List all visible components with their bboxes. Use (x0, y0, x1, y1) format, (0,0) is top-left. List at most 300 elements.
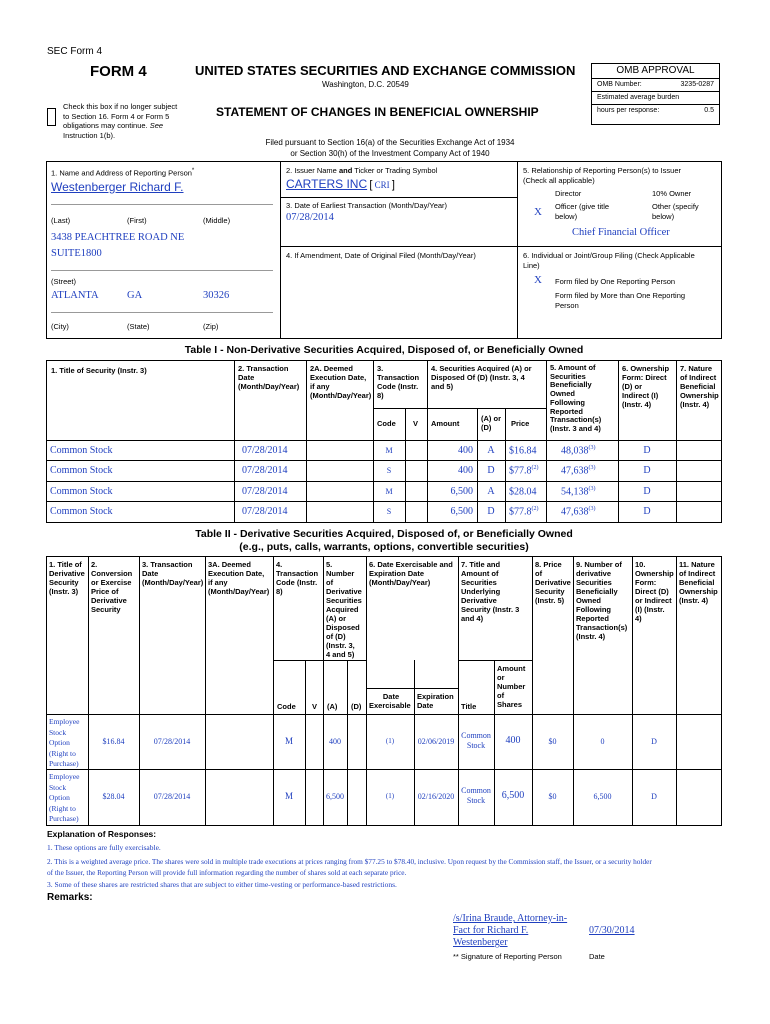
t1-sub-code: Code (377, 419, 396, 428)
t2-h11-1: of Indirect (679, 569, 716, 578)
other-label (652, 202, 699, 222)
zip-value: 30326 (203, 290, 230, 301)
t2-h3-0: 3. Transaction (142, 560, 193, 569)
t1-h4-1: Disposed Of (D) (Instr. 3, 4 (431, 373, 525, 382)
t1-h4-0: 4. Securities Acquired (A) or (431, 364, 532, 373)
t1-h5 (550, 364, 601, 434)
t2-r1-title-0: Employee (49, 772, 80, 781)
t1-r3-ad: D (487, 506, 495, 517)
t1-h2a (310, 364, 371, 400)
one-person-label: Form filed by One Reporting Person (555, 277, 676, 286)
t2-h9-5: Following (576, 605, 611, 614)
t1-h4 (431, 364, 532, 391)
table2-title-1: Table II - Derivative Securities Acquired, Disposed of, or Beneficially Owned (195, 528, 573, 540)
t1-r3-amount: 6,500 (450, 506, 473, 517)
table2-title (46, 528, 722, 554)
middle-label: (Middle) (203, 216, 231, 225)
t2-r1-amount: 6,500 (501, 790, 525, 801)
t1-r3-code: S (386, 507, 392, 516)
t2-h5-7: Disposed (326, 623, 360, 632)
t1-h3 (377, 364, 419, 400)
t2-r1-title (49, 772, 79, 825)
t2-h7-5: Security (Instr. 3 (461, 605, 520, 614)
t2-h2-5: Security (91, 605, 121, 614)
t1-r3-owned-fn: (3) (588, 506, 596, 512)
t2-r0-title (49, 717, 79, 770)
t1-h2-2: (Month/Day/Year) (238, 382, 300, 391)
t2-r0-st-1: Stock (466, 741, 486, 750)
t2-h10-1: Ownership (635, 569, 674, 578)
t2-sub-date-exercisable (369, 692, 413, 710)
t2-h11-0: 11. Nature (679, 560, 715, 569)
t1-r1-form: D (643, 465, 651, 476)
t1-r0-owned-fn: (3) (588, 445, 596, 451)
box6-label (523, 251, 695, 271)
t1-h3-3: 8) (377, 391, 384, 400)
table1-title: Table I - Non-Derivative Securities Acquired, Disposed of, or Beneficially Owned (184, 344, 584, 356)
t1-r1-price-val: $77.8 (509, 465, 532, 477)
t2-h5-5: Acquired (326, 605, 359, 614)
t1-r2-ad: A (487, 486, 495, 497)
t1-r2-price-val: $28.04 (509, 486, 537, 498)
t2-h5-1: Number (326, 569, 355, 578)
t1-r3-title: Common Stock (50, 506, 113, 517)
t1-r3-date: 07/28/2014 (242, 506, 288, 517)
t2-sub-amt-0: Amount (497, 664, 526, 673)
box3-label: 3. Date of Earliest Transaction (Month/Day/Year) (286, 201, 448, 210)
t2-r1-price8: $0 (548, 792, 557, 801)
t2-h4-2: Code (Instr. (276, 578, 318, 587)
officer-check-mark[interactable]: X (534, 206, 542, 218)
one-person-check-mark[interactable]: X (534, 274, 542, 286)
t2-h9-6: Reported (576, 614, 609, 623)
first-label: (First) (127, 216, 147, 225)
t2-h11-3: Ownership (679, 587, 718, 596)
t2-r1-st-1: Stock (466, 796, 486, 805)
t1-r2-code: M (385, 487, 393, 496)
t1-sub-amount: Amount (431, 419, 460, 428)
t2-sub-amt-4: Shares (497, 700, 523, 709)
t1-r1-price-fn: (2) (531, 465, 539, 471)
ticker-close: ] (391, 179, 395, 191)
t2-sub-code: Code (277, 702, 296, 711)
t1-h5-6: Transaction(s) (550, 415, 602, 425)
t1-r2-owned-fn: (3) (588, 486, 596, 492)
t2-h5-9: (Instr. 3, (326, 641, 355, 650)
t2-r1-form: D (651, 792, 657, 801)
t2-h9-3: Beneficially (576, 587, 618, 596)
t1-r3-price-val: $77.8 (509, 506, 532, 518)
t2-h11-4: (Instr. 4) (679, 596, 709, 605)
t1-h6-3: Indirect (I) (622, 391, 659, 400)
t2-h8-0: 8. Price (535, 560, 562, 569)
t2-r0-price: $16.84 (102, 737, 125, 746)
state-value: GA (127, 290, 143, 301)
box5-label (523, 166, 681, 186)
box5-label-2: (Check all applicable) (523, 176, 595, 185)
other-label-2: below) (652, 212, 675, 221)
t2-h3a-3: (Month/Day/Year) (208, 587, 270, 596)
t2-h3-1: Date (142, 569, 159, 578)
t2-h10-5: (I) (Instr. (635, 605, 665, 614)
omb-hours-value: 0.5 (704, 107, 714, 114)
ticker-symbol: CRI (374, 180, 390, 190)
t2-r0-title-1: Stock (49, 727, 67, 737)
agency-location: Washington, D.C. 20549 (322, 80, 409, 89)
t2-h5-6: (A) or (326, 614, 346, 623)
t1-r1-ad: D (487, 465, 495, 476)
more-persons-label (555, 291, 685, 311)
t1-r0-amount: 400 (458, 445, 473, 456)
statement-title: STATEMENT OF CHANGES IN BENEFICIAL OWNERSHIP (216, 105, 539, 119)
checkbox-text-2: to Section 16. Form 4 or Form 5 (63, 111, 170, 121)
filed-line-1: Filed pursuant to Section 16(a) of the Securities Exchange Act of 1934 (265, 138, 515, 147)
t1-r1-code: S (386, 466, 392, 475)
t1-h5-3: Owned (550, 389, 576, 399)
omb-number-value: 3235-0287 (680, 81, 714, 88)
t1-r0-form: D (643, 445, 651, 456)
t2-r1-price: $28.04 (102, 792, 125, 801)
t1-r2-form: D (643, 486, 651, 497)
t1-r2-title: Common Stock (50, 486, 113, 497)
t2-h5-4: Securities (326, 596, 362, 605)
t2-h1-1: Derivative (49, 569, 85, 578)
t2-h6-2: (Month/Day/Year) (369, 578, 431, 587)
earliest-transaction-date: 07/28/2014 (286, 212, 334, 223)
t1-r0-title: Common Stock (50, 445, 113, 456)
t2-h4-0: 4. (276, 560, 283, 569)
omb-hours-label: hours per response: (597, 107, 660, 114)
omb-hours-row (592, 105, 719, 118)
address-line-2: SUITE1800 (51, 248, 102, 259)
t2-h6 (369, 560, 453, 587)
t2-r0-exercisable: (1) (385, 737, 395, 745)
t2-r1-a: 6,500 (326, 792, 344, 801)
state-label: (State) (127, 322, 150, 331)
t2-h9-4: Owned (576, 596, 602, 605)
t2-h7 (461, 560, 519, 623)
t2-sub-a: (A) (327, 702, 338, 711)
t1-h4-2: and 5) (431, 382, 454, 391)
t1-sub-aord (481, 414, 501, 432)
t2-h10-2: Form: (635, 578, 657, 587)
t2-r1-owned: 6,500 (593, 792, 612, 801)
date-label: Date (589, 952, 605, 961)
omb-burden-label: Estimated average burden (592, 92, 719, 105)
t1-r1-price (509, 465, 539, 476)
t2-h8 (535, 560, 571, 605)
t1-h5-7: (Instr. 3 and 4) (550, 423, 601, 433)
t2-h7-0: 7. Title and (461, 560, 501, 569)
t2-r1-date: 07/28/2014 (153, 792, 191, 801)
box2-label (286, 166, 437, 175)
t2-r1-title-3: (Right to (49, 803, 76, 813)
table2-title-2: (e.g., puts, calls, warrants, options, convertible securities) (239, 541, 529, 553)
t2-h3-2: (Month/Day/Year) (142, 578, 204, 587)
t1-h7-2: Beneficial (680, 382, 716, 391)
t1-r0-owned-val: 48,038 (561, 445, 589, 457)
more-persons-label-1: Form filed by More than One Reporting (555, 291, 686, 300)
t1-r3-price-fn: (2) (531, 506, 539, 512)
checkbox-instructions (63, 102, 177, 140)
t1-r2-amount: 6,500 (450, 486, 473, 497)
t2-sub-exp-0: Expiration (417, 692, 454, 701)
ticker-open: [ (369, 179, 373, 191)
signature-line-1: /s/Irina Braude, Attorney-in- (453, 913, 568, 924)
t1-sub-price: Price (511, 419, 530, 428)
t2-r0-owned: 0 (600, 737, 605, 746)
t1-r0-price-val: $16.84 (509, 445, 537, 457)
t2-r1-title-4: Purchase) (49, 814, 79, 823)
issuer-name-link[interactable]: CARTERS INC (286, 177, 368, 191)
t2-h11 (679, 560, 718, 605)
ten-pct-owner-label: 10% Owner (652, 189, 692, 198)
t2-h10-3: Direct (D) (635, 587, 669, 596)
t2-r1-st-0: Common (461, 786, 491, 795)
t2-sub-amt-2: Number (497, 682, 526, 691)
t2-h3 (142, 560, 203, 587)
t1-r0-code: M (385, 446, 393, 455)
note-2 (47, 856, 727, 878)
t2-h5-8: of (D) (326, 632, 346, 641)
t2-h7-3: Underlying (461, 587, 501, 596)
remarks-title: Remarks: (47, 892, 93, 903)
t2-r0-title-3: (Right to (49, 748, 76, 758)
t2-r0-date: 07/28/2014 (153, 737, 191, 746)
t2-sub-de-0: Date (382, 692, 400, 701)
t2-h9-1: derivative (576, 569, 612, 578)
t1-h7-0: 7. Nature (680, 364, 713, 373)
t1-r2-owned (561, 486, 596, 497)
t2-h2-0: 2. (91, 560, 98, 569)
t2-h5-2: of (326, 578, 334, 587)
officer-title: Chief Financial Officer (572, 227, 670, 238)
t2-h6-1: Expiration Date (369, 569, 425, 578)
signature-label: ** Signature of Reporting Person (453, 952, 562, 961)
signature-line-3: Westenberger (453, 937, 508, 948)
omb-number-label: OMB Number: (597, 81, 642, 88)
t1-h3-1: Transaction (377, 373, 420, 382)
t1-h3-2: Code (Instr. (377, 382, 419, 391)
t2-h6-0: 6. Date Exercisable and (369, 560, 453, 569)
t2-h1-2: Security (49, 578, 79, 587)
note-2-line-2: of the Issuer, the Reporting Person will provide full information regarding the number of shares sold at each separate price. (47, 868, 407, 877)
omb-title: OMB APPROVAL (592, 64, 719, 79)
zip-label: (Zip) (203, 322, 219, 331)
t1-r1-owned (561, 465, 596, 476)
t1-r3-owned-val: 47,638 (561, 506, 589, 518)
t2-h5 (326, 560, 362, 659)
t2-h7-6: and 4) (461, 614, 484, 623)
t2-sub-amt-3: of (497, 691, 505, 700)
t2-r0-form: D (651, 737, 657, 746)
t1-r2-price (509, 486, 537, 497)
t2-r0-title-0: Employee (49, 717, 80, 726)
t2-h9-8: (Instr. 4) (576, 632, 606, 641)
t2-r1-expiration: 02/16/2020 (417, 792, 455, 801)
t2-r0-title-4: Purchase) (49, 759, 79, 768)
t1-h2-1: Date (238, 373, 255, 382)
t1-h5-4: Following (550, 397, 585, 407)
officer-label (555, 202, 609, 222)
t2-h10 (635, 560, 674, 623)
t2-h2-3: Price of (91, 587, 119, 596)
t2-sub-amt-1: or (497, 673, 505, 682)
other-label-1: Other (specify (652, 202, 699, 211)
t2-sub-title: Title (461, 702, 477, 711)
t2-h9-7: Transaction(s) (576, 623, 628, 632)
t2-h2-1: Conversion (91, 569, 133, 578)
note-3: 3. Some of these shares are restricted shares that are subject to either time-vesting or performance-based restrictions. (47, 880, 397, 889)
t1-r1-title: Common Stock (50, 465, 113, 476)
t2-h4-1: Transaction (276, 569, 319, 578)
signature-block (453, 913, 567, 949)
t1-r3-price (509, 506, 539, 517)
t2-h10-4: or Indirect (635, 596, 672, 605)
t2-h8-4: (Instr. 5) (535, 596, 565, 605)
t2-r0-a: 400 (329, 737, 341, 746)
t1-h7-1: of Indirect (680, 373, 717, 382)
t1-h7-4: (Instr. 4) (680, 400, 710, 409)
t2-h10-6: 4) (635, 614, 642, 623)
t1-r0-price (509, 445, 537, 456)
officer-label-1: Officer (give title (555, 202, 610, 211)
street-label: (Street) (51, 277, 77, 286)
t2-r1-underlying (458, 786, 494, 806)
t1-h2 (238, 364, 299, 391)
issuer-row (286, 177, 395, 191)
t1-h6 (622, 364, 669, 409)
t2-r0-code: M (284, 736, 293, 746)
t2-h5-3: Derivative (326, 587, 362, 596)
t2-h11-2: Beneficial (679, 578, 715, 587)
box5-label-1: 5. Relationship of Reporting Person(s) to Issuer (523, 166, 681, 175)
t2-h2-2: or Exercise (91, 578, 132, 587)
t2-r1-code: M (284, 791, 293, 801)
t2-h5-10: 4 and 5) (326, 650, 355, 659)
t1-h2a-0: 2A. Deemed (310, 364, 353, 373)
note-1: 1. These options are fully exercisable. (47, 843, 161, 852)
filed-pursuant (230, 137, 550, 159)
t2-sub-expiration (417, 692, 454, 710)
city-value: ATLANTA (51, 290, 99, 301)
box6-label-2: Line) (523, 261, 540, 270)
t1-r0-owned (561, 445, 596, 456)
t2-h7-4: Derivative (461, 596, 497, 605)
t2-h5-0: 5. (326, 560, 333, 569)
t1-h2a-3: (Month/Day/Year) (310, 391, 372, 400)
city-label: (City) (51, 322, 69, 331)
reporting-person-name[interactable]: Westenberger Richard F. (51, 180, 184, 194)
box2-label-b: Ticker or Trading Symbol (354, 166, 438, 175)
director-label: Director (555, 189, 582, 198)
filed-line-2: or Section 30(h) of the Investment Company Act of 1940 (290, 149, 490, 158)
t1-r2-date: 07/28/2014 (242, 486, 288, 497)
t2-r0-expiration: 02/06/2019 (417, 737, 455, 746)
t1-h7-3: Ownership (680, 391, 719, 400)
t2-h8-2: Derivative (535, 578, 571, 587)
t2-r0-price8: $0 (548, 737, 557, 746)
t2-h7-1: Amount of (461, 569, 499, 578)
explanation-title: Explanation of Responses: (47, 829, 157, 839)
omb-approval-box (591, 63, 720, 125)
t1-r1-owned-fn: (3) (588, 465, 596, 471)
no-longer-subject-checkbox[interactable] (47, 108, 56, 126)
box2-label-and: and (338, 166, 353, 175)
t2-r0-st-0: Common (461, 731, 491, 740)
t2-h1-0: 1. Title of (49, 560, 82, 569)
t2-h4-3: 8) (276, 587, 283, 596)
t1-sub-aord-0: (A) or (481, 414, 501, 423)
t1-r1-date: 07/28/2014 (242, 465, 288, 476)
t1-h5-5: Reported (550, 406, 583, 416)
box2-label-a: 2. Issuer Name (286, 166, 337, 175)
t2-h10-0: 10. (635, 560, 646, 569)
box1-label (51, 168, 194, 178)
t2-r0-underlying (458, 731, 494, 751)
sec-form-label: SEC Form 4 (47, 46, 103, 57)
t1-h7 (680, 364, 719, 409)
t1-r1-owned-val: 47,638 (561, 465, 589, 477)
t2-h8-3: Security (535, 587, 565, 596)
t1-h6-0: 6. Ownership (622, 364, 670, 373)
t2-sub-amount (497, 664, 525, 709)
t2-h2-4: Derivative (91, 596, 127, 605)
t1-r0-date: 07/28/2014 (242, 445, 288, 456)
t1-r3-owned (561, 506, 596, 517)
more-persons-label-2: Person (555, 301, 579, 310)
checkbox-text-1: Check this box if no longer subject (63, 102, 178, 111)
t2-r0-title-2: Option (49, 738, 70, 747)
box4-label: 4. If Amendment, Date of Original Filed (Month/Day/Year) (286, 251, 476, 260)
t2-h1 (49, 560, 85, 596)
t2-h9-2: Securities (576, 578, 612, 587)
t1-h6-1: Form: Direct (622, 373, 667, 382)
form-title: FORM 4 (90, 63, 147, 80)
t1-sub-v: V (413, 419, 419, 428)
last-label: (Last) (51, 216, 71, 225)
omb-number-row (592, 79, 719, 92)
t1-r1-amount: 400 (458, 465, 473, 476)
t2-h9 (576, 560, 627, 641)
t1-h6-2: (D) or (622, 382, 642, 391)
t1-h2a-1: Execution Date, (310, 373, 367, 382)
signature-date: 07/30/2014 (589, 925, 635, 936)
t2-h3a-1: Execution Date, (208, 569, 265, 578)
t2-sub-de-1: Exercisable (369, 701, 411, 710)
officer-label-2: below) (555, 212, 578, 221)
t1-r3-form: D (643, 506, 651, 517)
box6-label-1: 6. Individual or Joint/Group Filing (Check Applicable (523, 251, 695, 260)
t2-sub-d: (D) (351, 702, 362, 711)
agency-name: UNITED STATES SECURITIES AND EXCHANGE COMMISSION (195, 63, 576, 78)
t2-h4 (276, 560, 318, 596)
t1-h6-4: (Instr. 4) (622, 400, 652, 409)
box1-label-text: 1. Name and Address of Reporting Person (51, 168, 192, 178)
checkbox-text-4: Instruction 1(b). (63, 130, 116, 140)
t2-h3a (208, 560, 269, 596)
t2-r0-amount: 400 (505, 735, 521, 746)
t1-h2-0: 2. Transaction (238, 364, 289, 373)
t2-h9-0: 9. Number of (576, 560, 622, 569)
t1-h3-0: 3. (377, 364, 384, 373)
t2-sub-exp-1: Date (417, 701, 434, 710)
t2-h8-1: of (535, 569, 543, 578)
t2-sub-v: V (312, 702, 318, 711)
t2-r1-title-1: Stock (49, 782, 67, 792)
t1-r0-ad: A (487, 445, 495, 456)
t1-h5-2: Beneficially (550, 380, 592, 390)
